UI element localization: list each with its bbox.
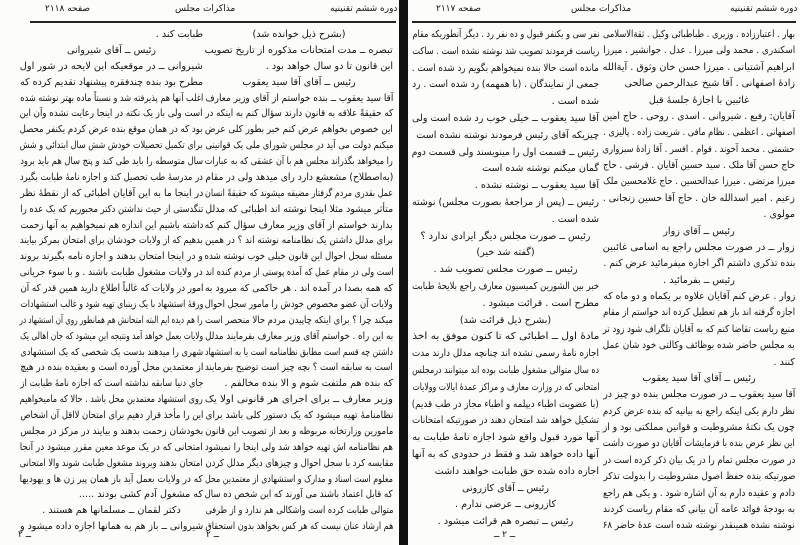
- page-number: صفحه ۲۱۱۸: [45, 4, 91, 14]
- text-line: [20, 27, 203, 43]
- line-text: میرزا مرتضی . میرزا عبدالحسین . حاج غلامحسین ملک: [603, 176, 795, 188]
- text-column-left: [412, 27, 599, 531]
- speaker-heading-line: [20, 503, 203, 519]
- text-line: [603, 207, 795, 223]
- line-text: ریاست فرمودند تصویب شد نوشته نشده است . ساکت: [412, 45, 599, 57]
- text-line: [20, 487, 203, 503]
- line-text: سال متوسطه را باید طی کند و پنج سال هم باید برود: [20, 156, 203, 167]
- text-line: [20, 170, 203, 186]
- text-line: [603, 502, 795, 518]
- text-line: [205, 313, 393, 329]
- line-text: رئیس ــ قسمت اول را مینویسند ولی قسمت دوم: [412, 146, 599, 158]
- line-text: که قابل اعتماد باشند می آورند که این شخص ده سال: [205, 489, 393, 501]
- line-text: شیروانی ــ باز هم به همانها اجازه داده میشود و: [20, 521, 203, 533]
- text-line: [603, 305, 795, 321]
- text-line: [603, 174, 795, 190]
- speaker-heading-line: [205, 27, 393, 43]
- line-text: امتحانی که در یک موعد معین مقرر میشود در آنجا: [20, 441, 203, 453]
- book-binding-shadow: [399, 0, 408, 545]
- line-text: ورقهٔ استشهاد با یک زینبای تهیه شود و غالب استشهادات: [20, 298, 203, 310]
- text-line: [603, 453, 795, 469]
- text-line: [20, 218, 203, 234]
- line-text: بخودشان زحمت بدهند و بیایند در مرکز در مجلس: [20, 425, 203, 437]
- text-line: [205, 424, 393, 440]
- text-line: [20, 138, 203, 154]
- text-line: [603, 142, 795, 158]
- text-line: [603, 43, 795, 59]
- text-line: [205, 218, 393, 234]
- text-line: [20, 154, 203, 170]
- text-line: [20, 456, 203, 472]
- page-footer: ــ ۲: [18, 530, 31, 540]
- line-text: که بنده هم ملتفت شوم و الا بنده مخالفم .: [224, 378, 393, 390]
- line-text: به بودجهٔ فوائد عامه آن بیانی که مقام ریاست کردند: [603, 503, 795, 515]
- line-text: رئیس ــ آقای شیروانی: [66, 44, 157, 56]
- header-rule: [412, 21, 796, 23]
- text-line: [412, 27, 599, 44]
- line-text: تشکیل خواهد شد امتحان دهند در صورتیکه امتحانات: [412, 415, 599, 427]
- line-text: این قانون تا دو سال خواهد بود .: [265, 60, 393, 72]
- text-line: [603, 322, 795, 338]
- text-line: [20, 233, 203, 249]
- line-text: هم ارشاد عنان نیست که هر کس بخواهد بدون استحقاق: [205, 521, 393, 533]
- text-line: [205, 472, 393, 488]
- page-header: [408, 4, 800, 20]
- text-line: [205, 487, 393, 503]
- line-text: که مشغول آدم کشی بودند .....: [78, 489, 203, 501]
- speaker-heading-line: [412, 262, 599, 279]
- text-line: [20, 281, 203, 297]
- line-text: غائبین با اجازهٔ جلسهٔ قبل: [648, 94, 750, 106]
- line-text: مامورین وزارتخانه مربوطه و بعد از تصویب این قانون: [205, 425, 393, 437]
- line-text: رئیس ــ صورت مجلس دیگر ایرادی ندارد ؟: [420, 230, 591, 242]
- line-text: متأثر میشود مثلا اینجا نوشته اند اطبائی که مدلل: [205, 203, 393, 215]
- speaker-heading-line: [603, 224, 795, 240]
- line-text: برای تکمیل تحصیلات خودش شش سال ابتدائی و شش: [20, 140, 203, 152]
- text-line: [205, 440, 393, 456]
- line-text: که حقیقةً علاقه به قانون دارند سؤال کنم به اینکه در: [205, 108, 393, 120]
- line-text: (گفته شد خیر): [476, 247, 535, 259]
- text-line: [205, 43, 393, 59]
- text-column-left: [20, 27, 203, 535]
- line-text: آنها مورد قبول واقع شود اجازه نامهٔ طبابت به: [412, 432, 599, 444]
- line-text: اسکندری . محمد ولی میرزا . عدل . جوانشیر . میرزا: [603, 45, 795, 57]
- line-text: نفر سی و یکنفر قبول و ده نفر رد . دیگر آنطوریکه مقام: [412, 29, 599, 40]
- text-line: [205, 186, 393, 202]
- text-line: [20, 360, 203, 376]
- line-text: را هم دیده ایم البته امتحانش هم همانطور روی آن استشهاد در: [20, 314, 203, 326]
- line-text: (بشرح ذیل خوانده شد): [252, 29, 346, 40]
- line-text: کنند .: [773, 356, 795, 368]
- line-text: زادهٔ اصفهانی . آقا شیخ عبدالرحمن صالحی: [624, 78, 795, 90]
- line-text: و در اینجا امتحان بدهند و اجازه نامه بگیرند بروند: [20, 251, 203, 263]
- line-text: این نظر عرض بنده با فرمایشات آقایان دو صورت داشت: [603, 438, 795, 450]
- line-text: هم نظامنامه اش تهیه خواهد شد ولی اینجا را نمیشود: [205, 441, 393, 453]
- session-label: دوره ششم تقنینیه: [730, 4, 798, 14]
- text-line: [205, 91, 393, 107]
- text-line: [412, 447, 599, 464]
- text-line: [20, 265, 203, 281]
- line-text: که همه بصدا در آمده اند . هر حاکمی که میرود به: [205, 283, 393, 294]
- text-line: [412, 296, 599, 313]
- line-text: رئیس ــ صورت مجلس تصویب شد .: [433, 264, 578, 276]
- line-text: در ولایات مشغول طبابت باشند . و با سوء جریانی: [20, 267, 203, 279]
- line-text: در اینجا ما به این آقایان اطبائی که از نقطهٔ نظر: [20, 187, 203, 199]
- line-text: شده است .: [551, 213, 599, 225]
- line-text: در صورت مجلس تمام را در یک بیان ذکر کرده است در: [603, 454, 795, 466]
- text-line: [412, 430, 599, 447]
- text-line: [412, 464, 599, 481]
- text-line: [20, 519, 203, 535]
- page-number: صفحه ۲۱۱۷: [436, 4, 482, 14]
- line-text: امور در ولایات که غالباً اطلاع دارید همین قدر که آن: [20, 283, 203, 294]
- line-text: به این راه . خواستم آقای وزیر معارف بفرمایند مدلل: [205, 330, 393, 342]
- line-text: به مجلس حاضر شده بوظائف وکالتی خود شان عمل: [603, 340, 795, 352]
- text-line: [412, 380, 599, 397]
- line-text: داشتن چه قسم است مطابق نظامنامه است یا به استشهاد: [205, 346, 393, 358]
- line-text: منیع ریاست تقاضا کنم که به آقایان تلگراف شود زود تر: [603, 323, 795, 335]
- line-text: آقا سید یعقوب ــ در صورت مجلس بنده دو چیز در: [603, 389, 795, 401]
- text-line: [412, 77, 599, 94]
- text-line: [412, 413, 599, 430]
- text-line: [412, 212, 599, 229]
- text-line: [603, 469, 795, 485]
- text-line: [205, 408, 393, 424]
- line-text: عمل بقدری مردم گرفتار مضیقه میشوند که حقیقةً انسان: [205, 187, 393, 199]
- text-line: [412, 161, 599, 178]
- line-text: نظر دارم یکی اینکه راجع به بیانیه که بنده عرض کردم: [603, 405, 795, 417]
- text-line: [205, 329, 393, 345]
- speaker-heading-line: [603, 93, 795, 109]
- line-text: ابراهیم آشتیانی . میرزا حسن خان وثوق . آیة‌الله: [603, 61, 795, 73]
- text-line: [205, 202, 393, 218]
- text-line: [205, 122, 393, 138]
- text-line: [205, 519, 393, 535]
- line-text: آنها داده خواهد شد و فقط در حدودی که به آنها: [412, 448, 599, 460]
- header-rule: [30, 21, 396, 23]
- line-text: آقایان: رفیع . شیروانی . اسدی . روحی . حاج امین: [603, 110, 795, 122]
- line-text: کازرونی ــ عرضی ندارم .: [454, 499, 557, 511]
- line-text: بهار . اعتبارزاده . وزیری . طباطبائی وکیل . ثقة‌الاسلامی: [603, 29, 795, 40]
- text-line: [412, 397, 599, 414]
- text-line: [20, 297, 203, 313]
- text-line: [20, 59, 203, 75]
- speaker-heading-line: [603, 371, 795, 387]
- text-line: [412, 346, 599, 363]
- line-text: چیزیکه آقای رئیس فرمودند نوشته نشده است: [416, 129, 599, 141]
- line-text: این خصوص بخواهم عرض کنم خبر بطور کلی عرض: [205, 124, 393, 136]
- line-text: دکتر لقمان ــ مسلمانها هم هستند .: [42, 505, 181, 517]
- speaker-heading-line: [412, 514, 599, 531]
- line-text: آقا سید یعقوب ــ نوشته نشده .: [474, 180, 599, 192]
- speaker-heading-line: [412, 481, 599, 498]
- text-line: [205, 281, 393, 297]
- text-line: [205, 106, 393, 122]
- text-line: [20, 329, 203, 345]
- line-text: ولایات بعمل خواهد آمد ونتیجه این میشود که جان اهالی یک: [20, 330, 203, 342]
- line-text: ده سال متوالی مشغول طبابت بوده اند میتوانند درمجلس: [412, 364, 599, 376]
- line-text: تنگدستی از حیث نداشتن دکتر مجبوریم که یک عده را: [20, 203, 203, 215]
- line-text: بدهیم که از ولایات خودشان برای امتحان بمرکز بیایند: [20, 235, 203, 247]
- text-line: [205, 456, 393, 472]
- line-text: روی استشهاد معتمدین محل باشد . حالا که ماميخواهیم: [20, 394, 203, 406]
- speaker-heading-line: [412, 229, 599, 246]
- text-line: [603, 420, 795, 436]
- line-text: را میخواهد بگذراند مجلس هم با آن عشقی که به عبارات: [205, 156, 393, 167]
- line-text: مسئله سجل احوال این قانون خیلی خوب نوشته شده: [205, 251, 393, 263]
- speaker-heading-line: [603, 273, 795, 289]
- text-line: [205, 297, 393, 313]
- text-line: [20, 75, 203, 91]
- text-line: [603, 27, 795, 43]
- line-text: برای مدلل داشتن یک نظامنامه نوشته اند ؟ در همین: [205, 235, 393, 247]
- speaker-heading-line: [205, 75, 393, 91]
- line-text: است ولی باز یک نکته در اینجا رعایت نشده وآن این: [20, 108, 203, 120]
- journal-title: مذاکرات مجلس: [175, 4, 236, 14]
- line-text: رئیس ــ تبصره هم قرائت میشود .: [437, 516, 574, 528]
- text-line: [205, 249, 393, 265]
- right-page: [408, 0, 800, 545]
- text-line: [603, 518, 795, 534]
- line-text: ولایات آن عضو مخصوص خودش را مامور سجل احوال: [205, 298, 393, 310]
- line-text: مادهٔ اول ــ اطبائی که تا کنون موفق به اخذ: [412, 331, 599, 343]
- line-text: میکند چرا ؟ برای اینکه چاپیدن مردم حالا منحصر است: [205, 314, 393, 326]
- line-text: زوار . عرض کنم آقایان علاوه بر یکماه و دو ماه که: [603, 291, 795, 302]
- line-text: بنده تذکری داشتم اگر اجازه میفرمائید عرض کنم .: [603, 258, 795, 270]
- line-text: طبابت کند .: [155, 29, 203, 40]
- text-line: [412, 279, 599, 296]
- text-line: [20, 472, 203, 488]
- line-text: معلوم است اسناد و مدارک و استشهادی از معتمدین محل: [205, 473, 393, 485]
- line-text: شده است .: [551, 96, 599, 108]
- text-line: [20, 345, 203, 361]
- line-text: حاج حسن آقا ملک . سید حسین آقایان . فرشی . حاج: [603, 160, 795, 171]
- line-text: متوالی طبابت کرده است واشکالی هم ندارد و از طرفی: [205, 505, 393, 517]
- line-text: صورتیکه بنده حفظ اصول مشروطیت را بدولت تذکر: [603, 471, 795, 483]
- line-text: مطرح بود بنده چندفقره پیشنهاد تقدیم کرده که: [20, 76, 203, 88]
- line-text: اصفهانی . اعظمی . نظام مافی . شریعت زاده . پالیزی .: [603, 127, 795, 139]
- text-line: [205, 265, 393, 281]
- line-text: نوشته نشده همینقدر نوشته شده است عدهٔ حاضر ۶۸: [603, 520, 795, 532]
- line-text: که در ولایات بعمل آید باز همان پیر زن ها و یهودیها: [20, 473, 203, 485]
- line-text: چون یک نکتهٔ مشروطیت و قوانین مملکتی بود و از: [603, 422, 795, 433]
- text-line: [412, 178, 599, 195]
- line-text: شهری را میدهند بدست یک شخصی که یک استشهادی: [20, 346, 203, 358]
- line-text: تبصره ــ مدت امتحانات مذکوره از تاریخ تصویب: [205, 44, 393, 56]
- speaker-heading-line: [412, 245, 599, 262]
- line-text: مولوی .: [763, 209, 795, 221]
- text-line: [603, 436, 795, 452]
- line-text: (به‌اصطلاح) مشعشع دارد رای میدهد ولی در مقام: [205, 171, 393, 183]
- text-line: [20, 249, 203, 265]
- text-line: [205, 138, 393, 154]
- text-line: [20, 186, 203, 202]
- line-text: آقا سید یعقوب ــ خیلی خوب رد شده است ولی: [412, 112, 599, 124]
- text-line: [20, 313, 203, 329]
- text-line: [205, 154, 393, 170]
- session-label: دوره ششم تقنینیه: [330, 4, 398, 14]
- line-text: میکنم دولت می آید در مجلس شورای ملی یک قوانینی: [205, 140, 393, 152]
- line-text: از معتمدین محل آورده است و بعقیده بنده در هیچ: [20, 362, 203, 374]
- line-text: امتحان بدهند وبروند مشغول طبابت شوند والا امتحانی: [20, 457, 203, 469]
- text-line: [603, 60, 795, 76]
- line-text: اجازه داده شده حق طبابت خواهند داشت: [434, 465, 599, 477]
- line-text: بدارند خواستم از آقای وزیر معارف سؤال کنم که: [205, 219, 393, 231]
- text-line: [603, 338, 795, 354]
- line-text: مطرح است . قرائت میشود .: [482, 297, 599, 309]
- line-text: رئیس ــ (پس از مراجعهٔ بصورت مجلس) نوشته: [412, 196, 599, 208]
- line-text: دادم و عقیده دارم به آن اشاره شود . و یکی هم راجع: [603, 487, 795, 499]
- text-line: [412, 363, 599, 380]
- line-text: امتحانی که در وزارت معارف و مراکز عمدهٔ ایالات وولایات: [412, 381, 599, 393]
- text-line: [603, 387, 795, 403]
- line-text: در مدرسهٔ طب تحصیل کند و اجازه نامهٔ طبابت بگیرد: [20, 171, 203, 183]
- text-line: [412, 145, 599, 162]
- page-header: [0, 4, 400, 20]
- line-text: داشته باشیم این اندازه هم نمیخواهیم به آنها زحمت: [20, 219, 203, 231]
- line-text: اجازه گرفته اند باز هم تعطیل کرده اند خواستم از مقام: [603, 307, 795, 319]
- line-text: بود که در همان موقع بنده عرض کردم یکنفر محصل: [20, 124, 203, 136]
- line-text: (بشرح ذیل قرائت شد): [459, 314, 552, 326]
- line-text: مقایسه کرد با سجل احوال و چیزهای دیگر مدلل کردن: [205, 457, 393, 469]
- page-footer: ــ ۲ ــ: [494, 530, 516, 540]
- text-line: [205, 59, 393, 75]
- line-text: جای دنیا سابقه نداشته است که اجازه نامهٔ طبابت از: [20, 378, 203, 390]
- text-line: [412, 195, 599, 212]
- line-text: رئیس ــ آقای آقا سید یعقوب: [242, 76, 356, 88]
- text-line: [412, 128, 599, 145]
- line-text: جمعی از نمایندگان . (با همهمه) رد شده است . رد: [412, 79, 599, 91]
- text-line: [603, 240, 795, 256]
- text-line: [603, 125, 795, 141]
- line-text: نظامنامهٔ تهیه میشود که یک دستور کلی باشد برای: [205, 410, 393, 421]
- text-line: [20, 202, 203, 218]
- text-line: [205, 360, 393, 376]
- line-text: اجازه نامهٔ رسمی نشده اند چنانچه مدلل دارند مدت: [412, 348, 599, 360]
- text-column-right: [603, 27, 795, 535]
- line-text: است ولی در مقام عمل که آمده پوستی از مردم کنده اند: [205, 267, 393, 279]
- line-text: زعیم . امیر اسدالله خان . حاج آقا حسین زنجانی .: [603, 192, 795, 204]
- text-line: [205, 233, 393, 249]
- text-line: [412, 44, 599, 61]
- journal-title: مذاکرات مجلس: [571, 4, 632, 14]
- line-text: مانده است حالا بنده نمیخواهم بگویم رد شده است .: [412, 62, 599, 74]
- speaker-heading-line: [412, 497, 599, 514]
- speaker-heading-line: [20, 43, 203, 59]
- line-text: گمان میکنم نوشته شده است: [482, 163, 599, 175]
- text-line: [603, 76, 795, 92]
- text-line: [603, 109, 795, 125]
- line-text: اغلب آنها هم پذیرفته شد و نسبتاً ماده بهتر نوشته شده: [20, 92, 203, 104]
- text-line: [20, 91, 203, 107]
- text-line: [412, 111, 599, 128]
- text-line: [412, 61, 599, 78]
- text-line: [205, 345, 393, 361]
- text-line: [20, 392, 203, 408]
- text-line: [20, 440, 203, 456]
- line-text: شیروانی ــ در موقعیکه این لایحه در شور اول: [20, 60, 203, 72]
- text-line: [205, 376, 393, 392]
- text-line: [603, 404, 795, 420]
- text-line: [603, 486, 795, 502]
- line-text: رئیس ــ آقای آقا سید یعقوب: [642, 372, 756, 384]
- line-text: وزیر معارف ــ برای اجرای هر قانونی اولا یک: [205, 394, 393, 406]
- text-column-right: [205, 27, 393, 535]
- line-text: است به سابقه است ؟ بچه چیز است توضیح بفرمایند: [205, 362, 393, 374]
- text-line: [20, 408, 203, 424]
- text-line: [20, 376, 203, 392]
- text-line: [603, 355, 795, 371]
- text-line: [603, 158, 795, 174]
- line-text: زوار ــ در صورت مجلس راجع به اسامی غائبین: [603, 241, 795, 253]
- text-line: [603, 256, 795, 272]
- text-line: [603, 191, 795, 207]
- line-text: آقا سید یعقوب ــ بنده خواستم از آقای وزیر معارف: [205, 92, 393, 104]
- text-line: [412, 94, 599, 111]
- text-line: [20, 106, 203, 122]
- text-line: [412, 329, 599, 346]
- line-text: رئیس ــ آقای زوار: [663, 225, 735, 237]
- line-text: رئیس ــ آقای کازرونی: [462, 482, 549, 494]
- line-text: (با عضویت اطباء دیپلمه و اطباء مجاز در طب قدیم): [412, 398, 599, 410]
- line-text: خبر بین الشورین کمیسیون معارف راجع بلایحهٔ طبابت: [412, 280, 599, 292]
- text-line: [20, 424, 203, 440]
- text-line: [205, 503, 393, 519]
- line-text: رئیس ــ بفرمائید .: [663, 274, 735, 286]
- text-line: [205, 392, 393, 408]
- text-line: [20, 122, 203, 138]
- page-footer: ۲ ــ: [206, 530, 219, 540]
- speaker-heading-line: [412, 313, 599, 330]
- line-text: حشمتی . محمد آخوند . قوام . افسر . آقا زادهٔ سبزواری: [603, 143, 795, 155]
- text-line: [205, 170, 393, 186]
- text-line: [603, 289, 795, 305]
- line-text: این را مأخذ قرار دهیم برای امتحان لااقل آن اشخاص: [20, 410, 203, 421]
